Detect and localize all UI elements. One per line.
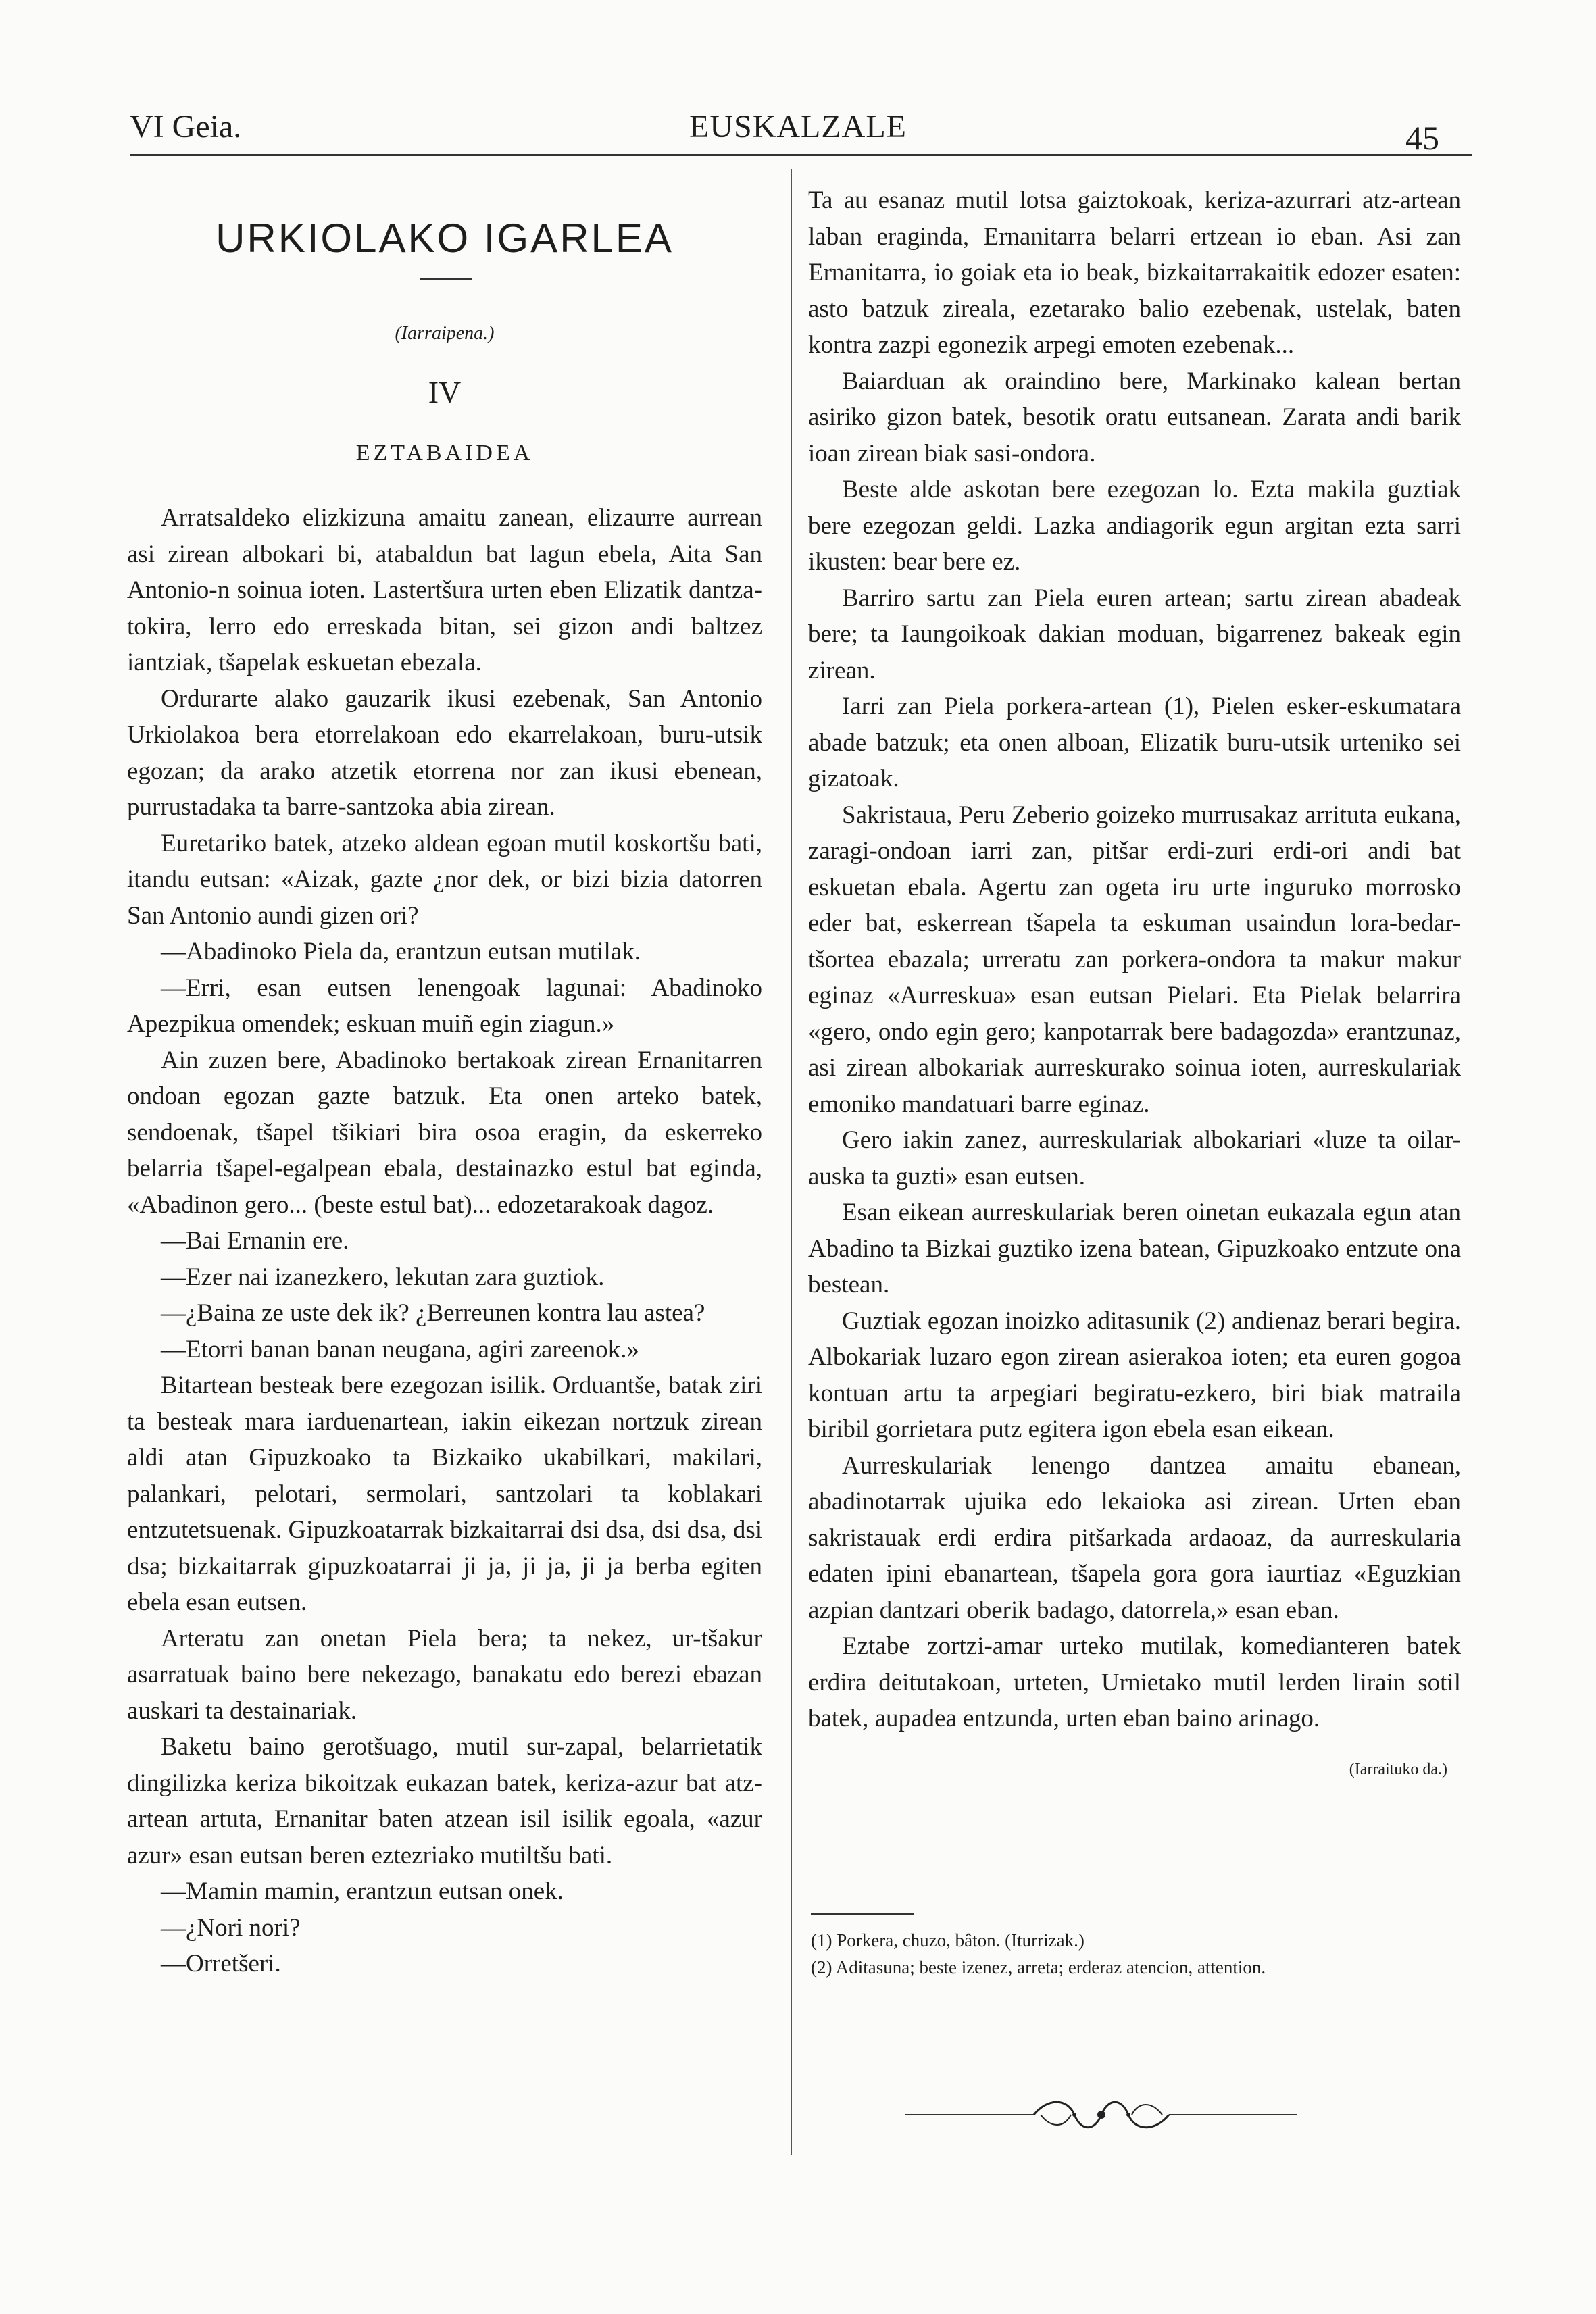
right-column: [808, 182, 1461, 1788]
paragraph: Esan eikean aurreskulariak beren oinetan eukazala egun atan Abadino ta Bizkai guztiko izena batean, Gipuzkoako entzute ona bestean.: [808, 1199, 1461, 1299]
paragraph: Arratsaldeko elizkizuna amaitu zanean, elizaurre aurrean asi zirean albokari bi, atabaldun bat lagun ebela, Aita San Antonio-n soinua ioten. Lastertšura urten eben Elizatik dantza-tokira, lerro edo erreskada bitan, sei gizon andi baltzez iantziak, tšapelak eskuetan ebezala.: [127, 504, 762, 676]
section-title: EZTABAIDEA: [355, 441, 534, 466]
paragraph: Eztabe zortzi-amar urteko mutilak, komedianteren batek erdira deitutakoan, urteten, Urnietako mutil lerden lirain sotil batek, aupadea entzunda, urten eban baino arinago.: [808, 1632, 1461, 1732]
paragraph: —Abadinoko Piela da, erantzun eutsan mutilak.: [161, 938, 641, 965]
paragraph: —Orretšeri.: [161, 1950, 281, 1978]
paragraph: —Etorri banan banan neugana, agiri zareenok.»: [161, 1335, 639, 1363]
paragraph: Ain zuzen bere, Abadinoko bertakoak zirean Ernanitarren ondoan egozan gazte batzuk. Eta onen arteko batek, sendoenak, tšapel tšikiari bira osoa eragin, da eskerreko belarria tšapel-egalpean ebala, destainazko estul bat eginda, «Abadinon gero... (beste estul bat)... edozetarakoak dagoz.: [127, 1046, 762, 1219]
paragraph: —¿Baina ze uste dek ik? ¿Berreunen kontra lau astea?: [161, 1299, 705, 1327]
paragraph: Baketu baino gerotšuago, mutil sur-zapal, belarrietatik dingilizka keriza bikoitzak eukazan batek, keriza-azur bat atz-artean artuta, Ernanitar baten atzean isil isilik egoala, «azur azur» esan eutsan beren eztezriako mutiltšu bati.: [127, 1733, 762, 1869]
footnote-rule: [811, 1913, 914, 1915]
footnote: (1) Porkera, chuzo, bâton. (Iturrizak.): [811, 1930, 1084, 1951]
paragraph: Sakristaua, Peru Zeberio goizeko murrusakaz arrituta eukana, zaragi-ondoan iarri zan, pitšar erdi-zuri erdi-ori andi bat eskuetan ebala. Agertu zan ogeta iru urte inguruko morrosko eder bat, eskerrean tšapela ta eskuman usaindun lora-bedar-tšortea ebazala; urreratu zan porkera-ondora ta makur makur eginaz «Aurreskua» esan eutsan Pielari. Eta Pielak belarrira «gero, ondo egin gero; kanpotarrak bere badagozda» erantzunaz, asi zirean albokariak aurreskurako soinua ioten, aurreskulariak emoniko mandatuari barre eginaz.: [808, 801, 1461, 1118]
page-number: 45: [1405, 119, 1439, 157]
paragraph: Aurreskulariak lenengo dantzea amaitu ebanean, abadinotarrak ujuika edo lekaioka asi zirean. Urten eban sakristauak erdi erdira pitšarkada ardaoaz, da aurreskularia edaten ipini ebanartean, tšapela gora gora iaurtiaz «Eguzkian azpian dantzari oberik badago, datorrela,» esan eban.: [808, 1451, 1461, 1624]
paragraph: Iarri zan Piela porkera-artean (1), Pielen esker-eskumatara abade batzuk; eta onen alboan, Elizatik buru-utsik urteniko sei gizatoak.: [808, 693, 1461, 793]
volume-label: VI Geia.: [130, 109, 242, 145]
paragraph: Ordurarte alako gauzarik ikusi ezebenak, San Antonio Urkiolakoa bera etorrelakoan edo ekarrelakoan, buru-utsik egozan; da arako atzetik etorrena nor zan ikusi ebenean, purrustadaka ta barre-santzoka abia zirean.: [127, 684, 762, 821]
journal-title: EUSKALZALE: [689, 109, 907, 145]
paragraph: —Erri, esan eutsen lenengoak lagunai: Abadinoko Apezpikua omendek; eskuan muiñ egin ziagun.»: [127, 974, 762, 1038]
paragraph: —Ezer nai izanezkero, lekutan zara guztiok.: [161, 1263, 605, 1291]
article-title: URKIOLAKO IGARLEA: [216, 216, 674, 261]
column-divider: [791, 169, 792, 2155]
article-subtitle: (Iarraipena.): [395, 323, 495, 344]
paragraph: Ta au esanaz mutil lotsa gaiztokoak, keriza-azurrari atz-artean laban eraginda, Ernanitarra belarri ertzean io eban. Asi zan Ernanitarra, io goiak eta io beak, bizkaitarrakaitik edozer esaten: asto batzuk zireala, ezetarako balio ezebenak, ustelak, baten kontra zazpi egonezik arpegi emoten ezebenak...: [808, 186, 1461, 359]
title-rule: [420, 278, 472, 280]
paragraph: Baiarduan ak oraindino bere, Markinako kalean bertan asiriko gizon batek, besotik oratu eutsanean. Zarata andi barik ioan zirean biak sasi-ondora.: [808, 367, 1461, 468]
paragraph: —Mamin mamin, erantzun eutsan onek.: [161, 1878, 564, 1905]
paragraph: Beste alde askotan bere ezegozan lo. Ezta makila guztiak bere ezegozan geldi. Lazka andiagorik egun argitan ezta sarri ikusten: bear bere ez.: [808, 476, 1461, 576]
paragraph: Arteratu zan onetan Piela bera; ta nekez, ur-tšakur asarratuak baino bere nekezago, banakatu edo berezi ebazan auskari ta destainariak.: [127, 1624, 762, 1725]
continued-note: (Iarraituko da.): [1349, 1760, 1447, 1778]
ornament-divider: [905, 2094, 1297, 2135]
header-rule: [130, 154, 1472, 156]
paragraph: —Bai Ernanin ere.: [161, 1227, 349, 1255]
paragraph: Euretariko batek, atzeko aldean egoan mutil koskortšu bati, itandu eutsan: «Aizak, gazte ¿nor dek, or bizi bizia datorren San Antonio aundi gizen ori?: [127, 829, 762, 930]
chapter-number: IV: [428, 375, 462, 409]
paragraph: Gero iakin zanez, aurreskulariak albokariari «luze ta oilar-auska ta guzti» esan eutsen.: [808, 1126, 1461, 1190]
paragraph: Bitartean besteak bere ezegozan isilik. Orduantše, batak ziri ta besteak mara iarduenartean, iakin eikezan nortzuk zirean aldi atan Gipuzkoako ta Bizkaiko ukabilkari, makilari, palankari, pelotari, sermolari, santzolari ta koblakari entzutetsuenak. Gipuzkoatarrak bizkaitarrai dsi dsa, dsi dsa, dsi dsa; bizkaitarrak gipuzkoatarrai ji ja, ji ja, ji ja berba egiten ebela esan eutsen.: [127, 1372, 762, 1616]
paragraph: —¿Nori nori?: [161, 1913, 301, 1942]
footnote: (2) Aditasuna; beste izenez, arreta; erderaz atencion, attention.: [811, 1957, 1266, 1978]
paragraph: Barriro sartu zan Piela euren artean; sartu zirean abadeak bere; ta Iaungoikoak dakian moduan, bigarrenez bakeak egin zirean.: [808, 584, 1461, 684]
footnotes: [811, 1927, 1460, 1981]
left-column: [127, 500, 762, 1982]
paragraph: Guztiak egozan inoizko aditasunik (2) andienaz berari begira. Albokariak luzaro egon zirean asierakoa ioten; eta euren gogoa kontuan artu ta arpegiari begiratu-ezkero, biri biak matraila biribil gorrietara putz egitera igon ebela esan eikean.: [808, 1307, 1461, 1443]
